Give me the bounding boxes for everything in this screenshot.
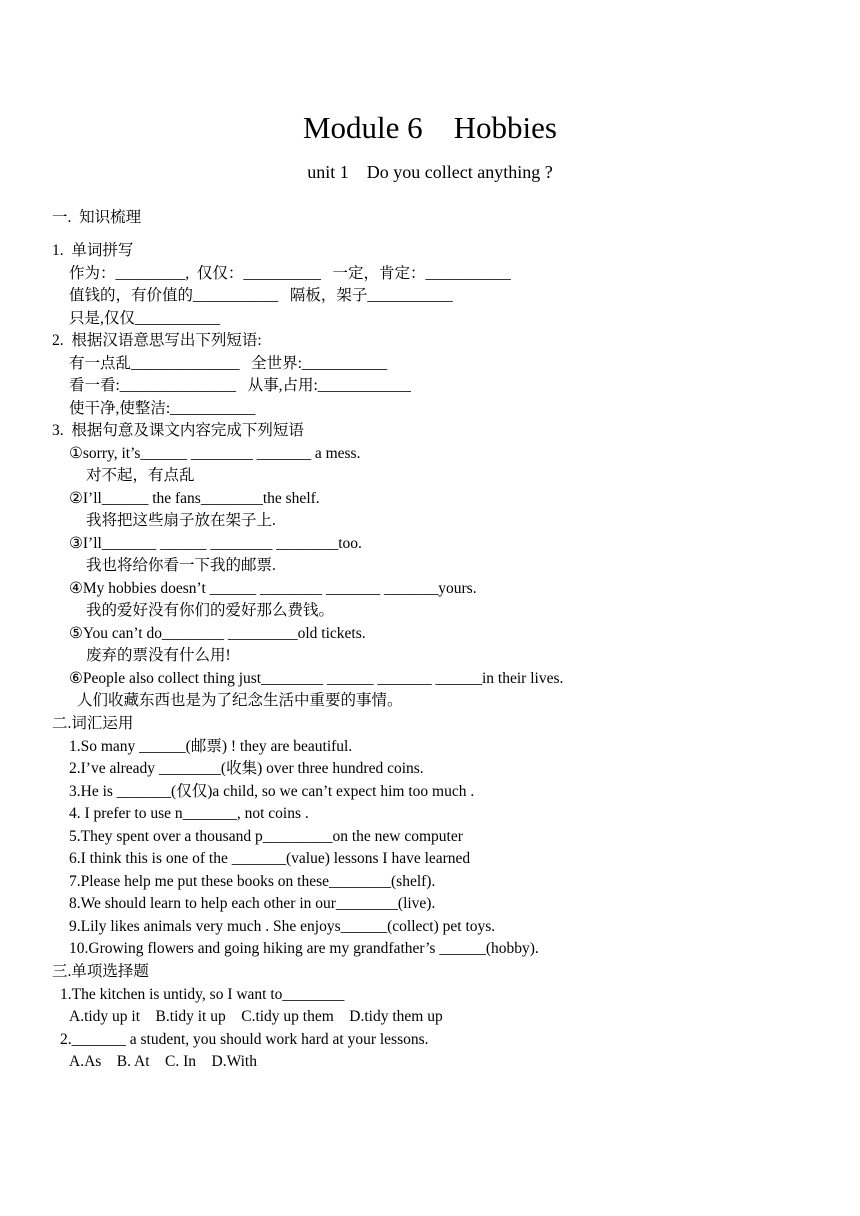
question-line: 4. I prefer to use n_______, not coins . bbox=[69, 805, 309, 822]
question-line: 2._______ a student, you should work hard at your lessons. bbox=[60, 1031, 429, 1048]
translation-line: 我的爱好没有你们的爱好那么费钱。 bbox=[86, 602, 335, 619]
question-heading: 3. 根据句意及课文内容完成下列短语 bbox=[52, 422, 304, 439]
page-subtitle: unit 1 Do you collect anything ? bbox=[307, 162, 553, 182]
question-line: 5.They spent over a thousand p_________on the new computer bbox=[69, 828, 463, 845]
question-line: ⑤You can’t do________ _________old tickets. bbox=[69, 625, 366, 642]
question-line: ②I’ll______ the fans________the shelf. bbox=[69, 490, 320, 507]
question-line: 看一看:_______________ 从事,占用:____________ bbox=[69, 377, 411, 394]
translation-line: 我将把这些扇子放在架子上. bbox=[86, 512, 276, 529]
question-line: 只是,仅仅___________ bbox=[69, 310, 221, 327]
section-heading: 三.单项选择题 bbox=[52, 963, 149, 980]
question-line: 3.He is _______(仅仅)a child, so we can’t expect him too much . bbox=[69, 783, 475, 800]
question-line: 1.So many ______(邮票) ! they are beautiful. bbox=[69, 738, 353, 755]
translation-line: 废弃的票没有什么用! bbox=[86, 647, 231, 664]
translation-line: 人们收藏东西也是为了纪念生活中重要的事情。 bbox=[77, 692, 403, 709]
question-line: ⑥People also collect thing just________ ______ _______ ______in their lives. bbox=[69, 670, 564, 687]
question-line: 作为：_________, 仅仅：__________ 一定，肯定：___________ bbox=[69, 265, 511, 282]
translation-line: 对不起，有点乱 bbox=[86, 467, 195, 484]
question-line: 9.Lily likes animals very much . She enjoys______(collect) pet toys. bbox=[69, 918, 496, 935]
question-line: 使干净,使整洁:___________ bbox=[69, 400, 256, 417]
question-line: 8.We should learn to help each other in our________(live). bbox=[69, 895, 436, 912]
question-line: 6.I think this is one of the _______(value) lessons I have learned bbox=[69, 850, 471, 867]
question-line: ③I’ll_______ ______ ________ ________too. bbox=[69, 535, 362, 552]
question-line: 2.I’ve already ________(收集) over three hundred coins. bbox=[69, 760, 424, 777]
question-line: ①sorry, it’s______ ________ _______ a mess. bbox=[69, 445, 361, 462]
question-heading: 2. 根据汉语意思写出下列短语: bbox=[52, 332, 262, 349]
answer-options: A.tidy up it B.tidy it up C.tidy up them D.tidy them up bbox=[69, 1008, 443, 1025]
page-title: Module 6 Hobbies bbox=[302, 110, 557, 145]
question-line: ④My hobbies doesn’t ______ ________ _______ _______yours. bbox=[69, 580, 477, 597]
question-line: 10.Growing flowers and going hiking are my grandfather’s ______(hobby). bbox=[69, 940, 539, 957]
question-heading: 1. 单词拼写 bbox=[52, 242, 134, 259]
question-line: 7.Please help me put these books on these________(shelf). bbox=[69, 873, 436, 890]
section-heading: 一. 知识梳理 bbox=[52, 209, 142, 226]
question-line: 值钱的，有价值的___________ 隔板，架子___________ bbox=[69, 287, 453, 304]
answer-options: A.As B. At C. In D.With bbox=[69, 1053, 257, 1070]
translation-line: 我也将给你看一下我的邮票. bbox=[86, 557, 276, 574]
question-line: 有一点乱______________ 全世界:___________ bbox=[69, 355, 388, 372]
section-heading: 二.词汇运用 bbox=[52, 715, 134, 732]
question-line: 1.The kitchen is untidy, so I want to________ bbox=[60, 986, 345, 1003]
